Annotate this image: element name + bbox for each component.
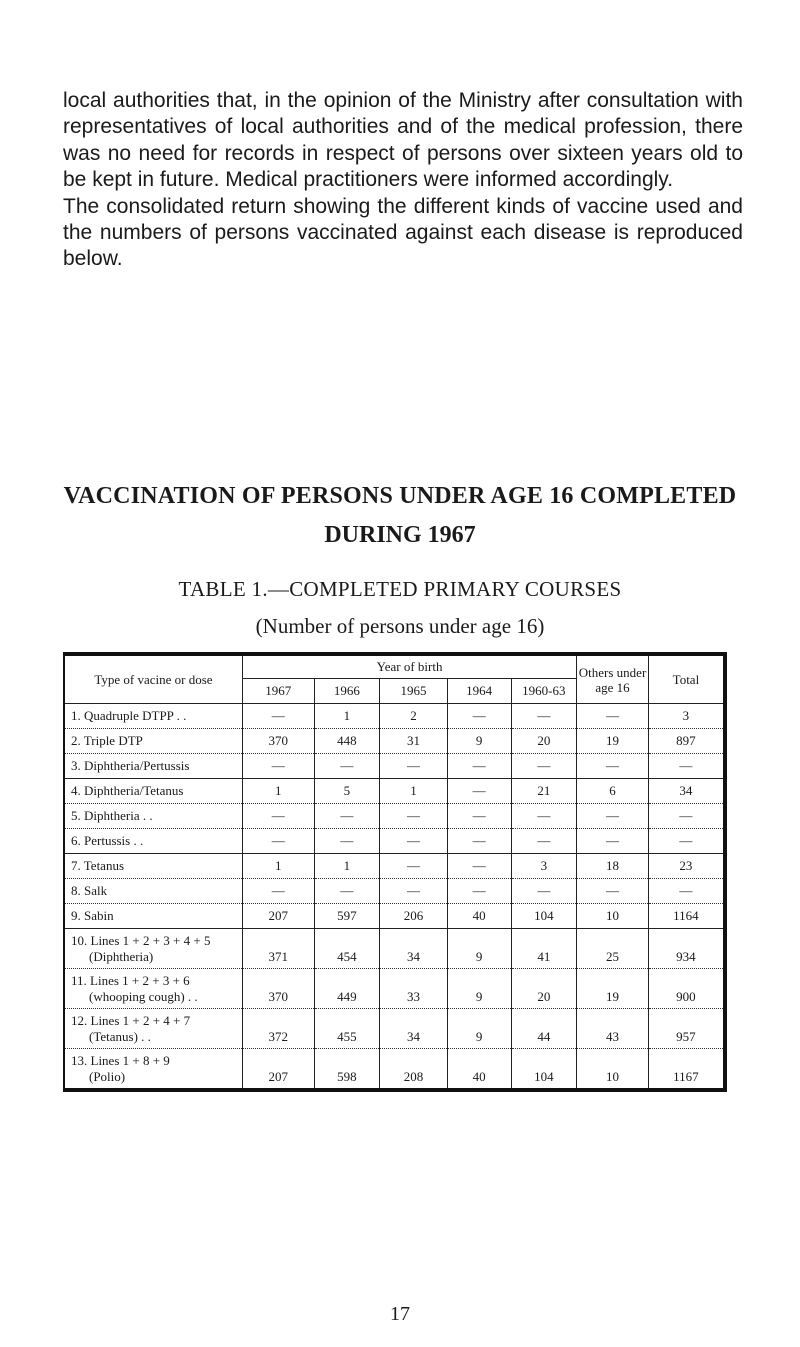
row-label	[64, 754, 242, 779]
row-label-line-1: 12. Lines 1 + 2 + 4 + 7	[71, 1012, 191, 1028]
table-cell: 934	[648, 929, 725, 969]
table-cell: 23	[648, 854, 725, 879]
table-cell: —	[648, 804, 725, 829]
table-cell: 897	[648, 729, 725, 754]
table-cell: 957	[648, 1009, 725, 1049]
table-cell: —	[577, 829, 649, 854]
table-cell: —	[511, 829, 577, 854]
table-cell: 9	[447, 1009, 511, 1049]
main-heading-line-1: VACCINATION OF PERSONS UNDER AGE 16 COMPLETED	[63, 483, 737, 509]
table-cell: 19	[577, 969, 649, 1009]
table-cell: 372	[242, 1009, 314, 1049]
table-cell: 20	[511, 969, 577, 1009]
table-cell: 40	[447, 904, 511, 929]
row-label	[64, 729, 242, 754]
table-cell: 448	[314, 729, 380, 754]
header-year-1965: 1965	[380, 679, 448, 704]
row-label	[64, 1049, 242, 1091]
table-cell: 371	[242, 929, 314, 969]
table-cell: 208	[380, 1049, 448, 1091]
table-cell: —	[242, 754, 314, 779]
table-cell: 454	[314, 929, 380, 969]
intro-paragraph-1: local authorities that, in the opinion of the Ministry after consultation with representatives of local authorities and of the medical profession, there was no need for records in respect of persons over sixteen years old to be kept in future. Medical practitioners were informed accordingly.	[63, 89, 743, 192]
table-row	[64, 704, 725, 729]
table-cell: 44	[511, 1009, 577, 1049]
table-cell: —	[648, 754, 725, 779]
table-cell: 9	[447, 929, 511, 969]
table-row	[64, 804, 725, 829]
table-cell: —	[380, 804, 448, 829]
row-label-line-2: (Diphtheria)	[89, 948, 154, 964]
table-cell: —	[447, 879, 511, 904]
table-cell: 18	[577, 854, 649, 879]
row-label-line-1: 10. Lines 1 + 2 + 3 + 4 + 5	[71, 932, 211, 948]
table-cell: —	[447, 854, 511, 879]
table-cell: 40	[447, 1049, 511, 1091]
table-cell: 41	[511, 929, 577, 969]
table-cell: 104	[511, 1049, 577, 1091]
header-year-of-birth: Year of birth	[242, 654, 576, 679]
row-label	[64, 779, 242, 804]
row-label-line-1: 3. Diphtheria/Pertussis	[71, 758, 190, 773]
header-type: Type of vacine or dose	[64, 654, 242, 704]
table-cell: 370	[242, 969, 314, 1009]
table-subtitle: (Number of persons under age 16)	[255, 614, 545, 638]
table-cell: 1	[314, 854, 380, 879]
table-cell: 33	[380, 969, 448, 1009]
table-cell: 1	[242, 854, 314, 879]
table-cell: —	[447, 704, 511, 729]
table-cell: 21	[511, 779, 577, 804]
table-cell: 43	[577, 1009, 649, 1049]
table-cell: —	[511, 754, 577, 779]
row-label-line-2: (Tetanus) . .	[89, 1028, 151, 1044]
table-row	[64, 904, 725, 929]
table-cell: —	[242, 704, 314, 729]
table-cell: —	[380, 754, 448, 779]
table-cell: 9	[447, 729, 511, 754]
table-cell: 1	[242, 779, 314, 804]
table-row	[64, 854, 725, 879]
row-label-line-1: 5. Diphtheria . .	[71, 808, 153, 823]
table-cell: 5	[314, 779, 380, 804]
table-cell: —	[511, 704, 577, 729]
intro-text	[63, 88, 743, 273]
intro-paragraph-2: The consolidated return showing the different kinds of vaccine used and the numbers of persons vaccinated against each disease is reproduced below.	[63, 194, 743, 271]
page-number: 17	[390, 1303, 410, 1325]
table-cell: 597	[314, 904, 380, 929]
row-label-line-1: 2. Triple DTP	[71, 733, 143, 748]
table-cell: 20	[511, 729, 577, 754]
header-others: Others under age 16	[577, 654, 649, 704]
table-cell: —	[242, 879, 314, 904]
table-cell: 1164	[648, 904, 725, 929]
table-cell: —	[648, 879, 725, 904]
table-cell: 1167	[648, 1049, 725, 1091]
table-cell: 10	[577, 1049, 649, 1091]
table-cell: 25	[577, 929, 649, 969]
table-row	[64, 879, 725, 904]
table-cell: —	[577, 879, 649, 904]
table-cell: 370	[242, 729, 314, 754]
table-cell: —	[577, 804, 649, 829]
table-cell: 31	[380, 729, 448, 754]
table-cell: 900	[648, 969, 725, 1009]
row-label	[64, 854, 242, 879]
table-cell: —	[447, 754, 511, 779]
table-cell: 3	[511, 854, 577, 879]
table-title: TABLE 1.—COMPLETED PRIMARY COURSES	[178, 577, 622, 601]
vaccination-table	[63, 652, 727, 1092]
header-year-1960-63: 1960-63	[511, 679, 577, 704]
table-cell: 2	[380, 704, 448, 729]
table-cell: 1	[314, 704, 380, 729]
table-cell: —	[242, 829, 314, 854]
table-cell: 19	[577, 729, 649, 754]
row-label	[64, 879, 242, 904]
row-label	[64, 969, 242, 1009]
table-cell: 34	[380, 929, 448, 969]
table-row	[64, 829, 725, 854]
table-row	[64, 1009, 725, 1049]
table-cell: 449	[314, 969, 380, 1009]
table-cell: —	[314, 754, 380, 779]
table-row	[64, 779, 725, 804]
table-cell: 455	[314, 1009, 380, 1049]
row-label-line-2: (whooping cough) . .	[89, 988, 198, 1004]
main-heading-line-2: DURING 1967	[324, 522, 476, 548]
table-cell: 1	[380, 779, 448, 804]
header-year-1967: 1967	[242, 679, 314, 704]
table-row	[64, 969, 725, 1009]
table-cell: 6	[577, 779, 649, 804]
table-cell: 34	[380, 1009, 448, 1049]
row-label	[64, 704, 242, 729]
table-cell: —	[577, 754, 649, 779]
row-label	[64, 1009, 242, 1049]
table-cell: 207	[242, 904, 314, 929]
row-label	[64, 829, 242, 854]
row-label-line-2: (Polio)	[89, 1068, 126, 1084]
table-cell: —	[447, 829, 511, 854]
row-label	[64, 929, 242, 969]
table-cell: 3	[648, 704, 725, 729]
table-row	[64, 929, 725, 969]
table-cell: —	[380, 854, 448, 879]
table-cell: 206	[380, 904, 448, 929]
table-cell: 34	[648, 779, 725, 804]
table-cell: —	[314, 829, 380, 854]
row-label-line-1: 11. Lines 1 + 2 + 3 + 6	[71, 972, 190, 988]
row-label-line-1: 8. Salk	[71, 883, 108, 898]
header-total: Total	[648, 654, 725, 704]
row-label-line-1: 1. Quadruple DTPP . .	[71, 708, 187, 723]
row-label-line-1: 6. Pertussis . .	[71, 833, 144, 848]
table-cell: —	[511, 879, 577, 904]
row-label-line-1: 4. Diphtheria/Tetanus	[71, 783, 184, 798]
row-label-line-1: 7. Tetanus	[71, 858, 125, 873]
table-cell: —	[380, 829, 448, 854]
table-row	[64, 1049, 725, 1091]
table-cell: —	[314, 804, 380, 829]
header-year-1966: 1966	[314, 679, 380, 704]
table-cell: —	[314, 879, 380, 904]
table-cell: —	[648, 829, 725, 854]
row-label-line-1: 9. Sabin	[71, 908, 114, 923]
header-year-1964: 1964	[447, 679, 511, 704]
table-row	[64, 754, 725, 779]
table-cell: 104	[511, 904, 577, 929]
table-cell: —	[447, 779, 511, 804]
table-cell: —	[511, 804, 577, 829]
table-cell: —	[242, 804, 314, 829]
row-label	[64, 904, 242, 929]
table-cell: —	[380, 879, 448, 904]
row-label	[64, 804, 242, 829]
table-cell: —	[447, 804, 511, 829]
table-row	[64, 729, 725, 754]
table-cell: 598	[314, 1049, 380, 1091]
table-cell: —	[577, 704, 649, 729]
table-cell: 207	[242, 1049, 314, 1091]
table-cell: 10	[577, 904, 649, 929]
table-cell: 9	[447, 969, 511, 1009]
row-label-line-1: 13. Lines 1 + 8 + 9	[71, 1052, 170, 1068]
